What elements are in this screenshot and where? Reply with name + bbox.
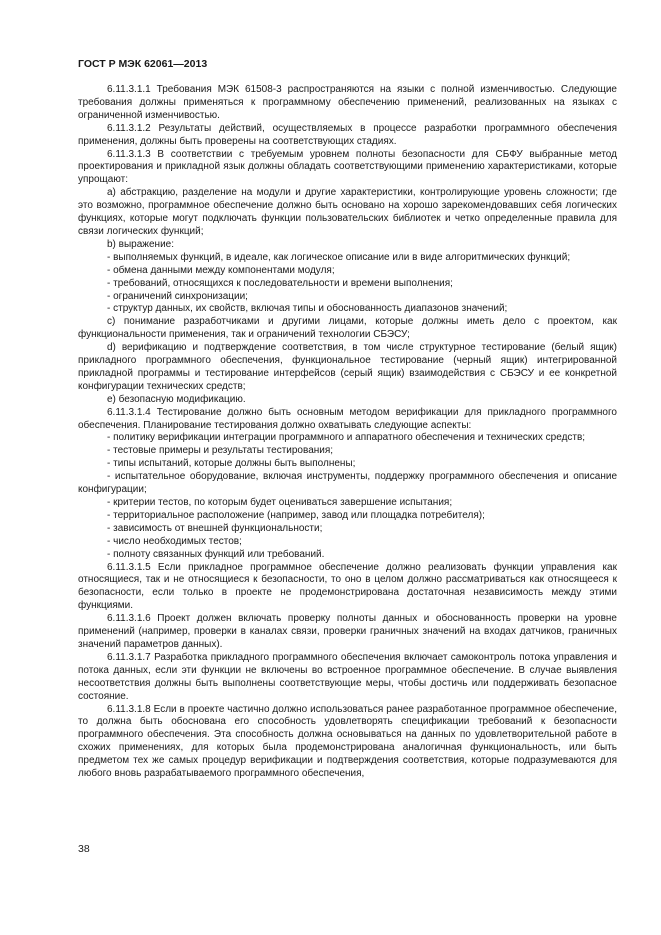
list-item: - испытательное оборудование, включая инструменты, поддержку программного обеспечения и описание конфигурации; [78, 471, 617, 496]
list-item: - структур данных, их свойств, включая типы и обоснованность диапазонов значений; [107, 303, 508, 315]
list-item: - требований, относящихся к последовательности и времени выполнения; [107, 277, 453, 289]
list-item: - критерии тестов, по которым будет оцениваться завершение испытания; [107, 497, 453, 508]
paragraph: 6.11.3.1.1 Требования МЭК 61508-3 распространяются на языки с полной изменчивостью. Следующие требования должны применяться к программному обеспечению применений, реализованных на языках с ограниченной изменчивостью. [78, 84, 617, 121]
document-body [78, 84, 617, 781]
list-item: - политику верификации интеграции программного и аппаратного обеспечения и технических средств; [107, 432, 586, 444]
paragraph: 6.11.3.1.8 Если в проекте частично должно использоваться ранее разработанное программное обеспечение, то должна быть обоснована его способность удовлетворять спецификации требований к безопасности программного обеспечения. Эта способность должна основываться на данных по удовлетворительной работе в схожих применениях, для которых была продемонстрирована аналогичная функциональность, или быть предметом тех же самых процедур верификации и подтверждения соответствия, которые подразумеваются для любого вновь разрабатываемого программного обеспечения, [78, 703, 617, 780]
list-item: - обмена данными между компонентами модуля; [107, 264, 335, 276]
list-item: - выполняемых функций, в идеале, как логическое описание или в виде алгоритмических функций; [107, 251, 571, 263]
list-item: - число необходимых тестов; [107, 535, 242, 547]
list-item: - полноту связанных функций или требований. [107, 548, 325, 560]
list-item: d) верификацию и подтверждение соответствия, в том числе структурное тестирование (белый ящик) прикладного программного обеспечения, функциональное тестирование (черный ящик) интегрированной прикладной программы и тестирование интерфейсов (серый ящик) взаимодействия с СБЭСУ и ее конкретной конфигурации технических средств; [78, 342, 617, 392]
paragraph: 6.11.3.1.2 Результаты действий, осуществляемых в процессе разработки программного обеспечения применения, должны быть проверены на соответствующих стадиях. [78, 122, 617, 147]
document-header: ГОСТ Р МЭК 62061—2013 [78, 58, 208, 70]
paragraph: 6.11.3.1.6 Проект должен включать проверку полноты данных и обоснованность проверки на уровне применений (например, проверки в каналах связи, проверки граничных значений на входах датчиков, граничных значений параметров данных). [78, 613, 617, 650]
paragraph: 6.11.3.1.4 Тестирование должно быть основным методом верификации для прикладного программного обеспечения. Планирование тестирования должно охватывать следующие аспекты: [78, 406, 617, 431]
page-number: 38 [78, 843, 90, 855]
list-item: c) понимание разработчиками и другими лицами, которые должны иметь дело с проектом, как функциональности применения, так и ограничений технологии СБЭСУ; [78, 316, 617, 341]
list-item: - территориальное расположение (например, завод или площадка потребителя); [107, 509, 485, 521]
list-item: e) безопасную модификацию. [107, 393, 246, 405]
paragraph: 6.11.3.1.5 Если прикладное программное обеспечение должно реализовать функции управления как относящиеся, так и не относящиеся к безопасности, то оно в целом должно рассматриваться как относящееся к безопасности, если только в проекте не продемонстрирована достаточная независимость между этими функциями. [78, 561, 617, 612]
list-item: - тестовые примеры и результаты тестирования; [107, 445, 334, 457]
paragraph: 6.11.3.1.7 Разработка прикладного программного обеспечения включает самоконтроль потока управления и потока данных, если эти функции не включены во встроенное программное обеспечение. В случае выявления несоответствия должны быть выполнены соответствующие меры, чтобы достичь или поддерживать безопасное состояние. [78, 651, 617, 702]
list-item: - ограничений синхронизации; [107, 290, 248, 302]
list-item: - зависимость от внешней функциональности; [107, 522, 323, 534]
paragraph: 6.11.3.1.3 В соответствии с требуемым уровнем полноты безопасности для СБФУ выбранные метод проектирования и прикладной язык должны обладать соответствующими применению характеристиками, которые упрощают: [78, 148, 617, 186]
list-item: b) выражение: [107, 238, 174, 250]
list-item: - типы испытаний, которые должны быть выполнены; [107, 458, 356, 470]
list-item: a) абстракцию, разделение на модули и другие характеристики, контролирующие уровень сложности; где это возможно, программное обеспечение должно быть основано на хорошо зарекомендовавших себя логических функциях, которые могут подключать функции пользовательских библиотек и четко определенные правила для связи логических функций; [78, 187, 617, 237]
